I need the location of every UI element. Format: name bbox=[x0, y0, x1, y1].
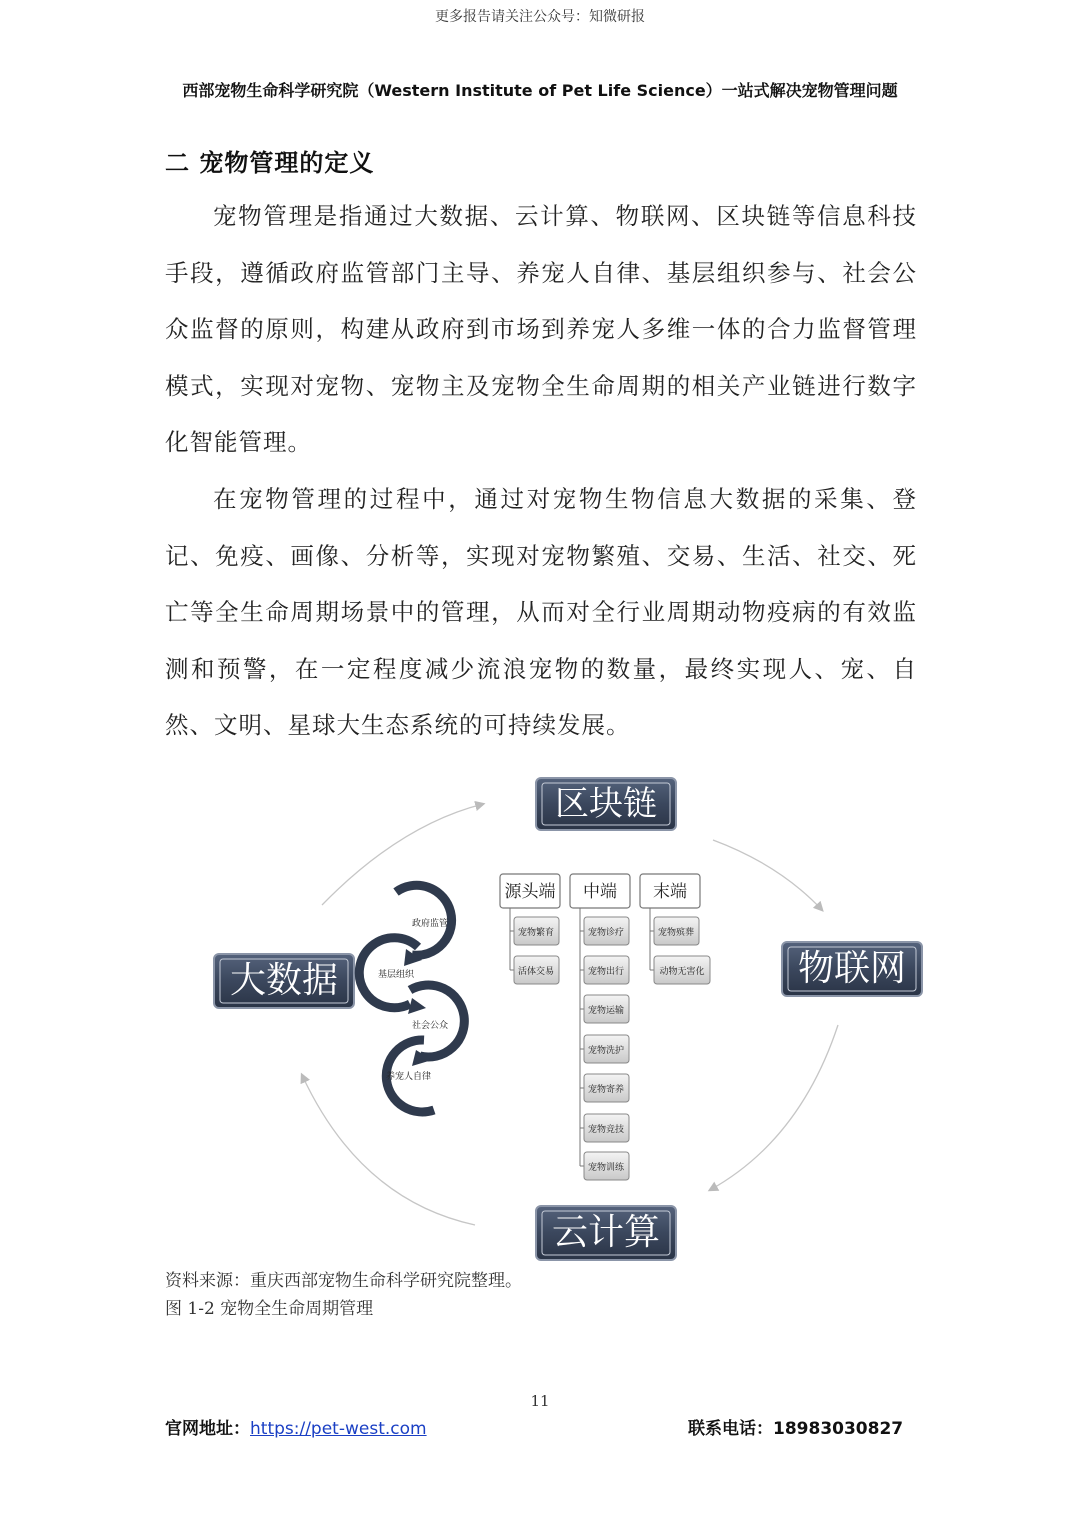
pet-lifecycle-diagram bbox=[200, 770, 960, 1265]
outer-arcs bbox=[302, 804, 838, 1225]
caption-figure: 图 1-2 宠物全生命周期管理 bbox=[165, 1299, 374, 1319]
column-header-middle: 中端 bbox=[583, 882, 617, 902]
website-link[interactable]: https://pet-west.com bbox=[250, 1419, 427, 1439]
item-harmless-disposal: 动物无害化 bbox=[659, 967, 705, 977]
tech-label-bottom bbox=[536, 1206, 676, 1260]
tech-label-top bbox=[536, 778, 676, 830]
paragraph-process: 在宠物管理的过程中，通过对宠物生物信息大数据的采集、登记、免疫、画像、分析等，实现对宠物繁殖、交易、生活、社交、死亡等全生命周期场景中的管理，从而对全行业周期动物疫病的有效监测和预警，在一定程度减少流浪宠物的数量，最终实现人、宠、自然、文明、星球大生态系统的可持续发展。 bbox=[165, 485, 917, 740]
item-boarding: 宠物寄养 bbox=[587, 1085, 625, 1095]
item-transport: 宠物运输 bbox=[587, 1006, 625, 1016]
column-source bbox=[500, 874, 560, 984]
item-training: 宠物训练 bbox=[587, 1163, 625, 1173]
tech-label-left bbox=[214, 954, 354, 1008]
column-middle bbox=[570, 874, 630, 1180]
page-header: 西部宠物生命科学研究院（Western Institute of Pet Life Science）一站式解决宠物管理问题 bbox=[182, 81, 898, 100]
footer-phone bbox=[688, 1414, 903, 1439]
label-blockchain: 区块链 bbox=[555, 784, 657, 824]
caption-source: 资料来源：重庆西部宠物生命科学研究院整理。 bbox=[165, 1271, 522, 1291]
phone-label: 联系电话： bbox=[688, 1419, 773, 1439]
section-title: 二 宠物管理的定义 bbox=[165, 149, 375, 177]
website-label: 官网地址： bbox=[165, 1419, 250, 1439]
tech-label-right bbox=[782, 942, 922, 996]
item-medical: 宠物诊疗 bbox=[587, 928, 625, 938]
item-live-trade: 活体交易 bbox=[517, 967, 555, 977]
cycle-item-community: 基层组织 bbox=[378, 970, 415, 980]
page-number: 11 bbox=[530, 1392, 550, 1410]
cycle-item-owner: 养宠人自律 bbox=[386, 1072, 432, 1082]
column-header-end: 末端 bbox=[653, 882, 687, 902]
item-competition: 宠物竞技 bbox=[587, 1125, 625, 1135]
column-header-source: 源头端 bbox=[504, 882, 556, 902]
cycle-item-government: 政府监管 bbox=[412, 919, 449, 929]
item-grooming: 宠物洗护 bbox=[587, 1046, 625, 1056]
footer-website bbox=[165, 1414, 427, 1439]
phone-number: 18983030827 bbox=[773, 1419, 904, 1439]
label-big-data: 大数据 bbox=[229, 960, 339, 1001]
item-breeding: 宠物繁育 bbox=[517, 928, 555, 938]
label-iot: 物联网 bbox=[797, 948, 907, 989]
top-note: 更多报告请关注公众号：知微研报 bbox=[435, 9, 645, 25]
item-funeral: 宠物殡葬 bbox=[657, 928, 695, 938]
item-travel: 宠物出行 bbox=[587, 967, 625, 977]
label-cloud: 云计算 bbox=[551, 1212, 661, 1253]
cycle-item-public: 社会公众 bbox=[412, 1021, 449, 1031]
column-end bbox=[640, 874, 710, 984]
paragraph-definition: 宠物管理是指通过大数据、云计算、物联网、区块链等信息科技手段，遵循政府监管部门主导、养宠人自律、基层组织参与、社会公众监督的原则，构建从政府到市场到养宠人多维一体的合力监督管理模式，实现对宠物、宠物主及宠物全生命周期的相关产业链进行数字化智能管理。 bbox=[165, 202, 917, 457]
